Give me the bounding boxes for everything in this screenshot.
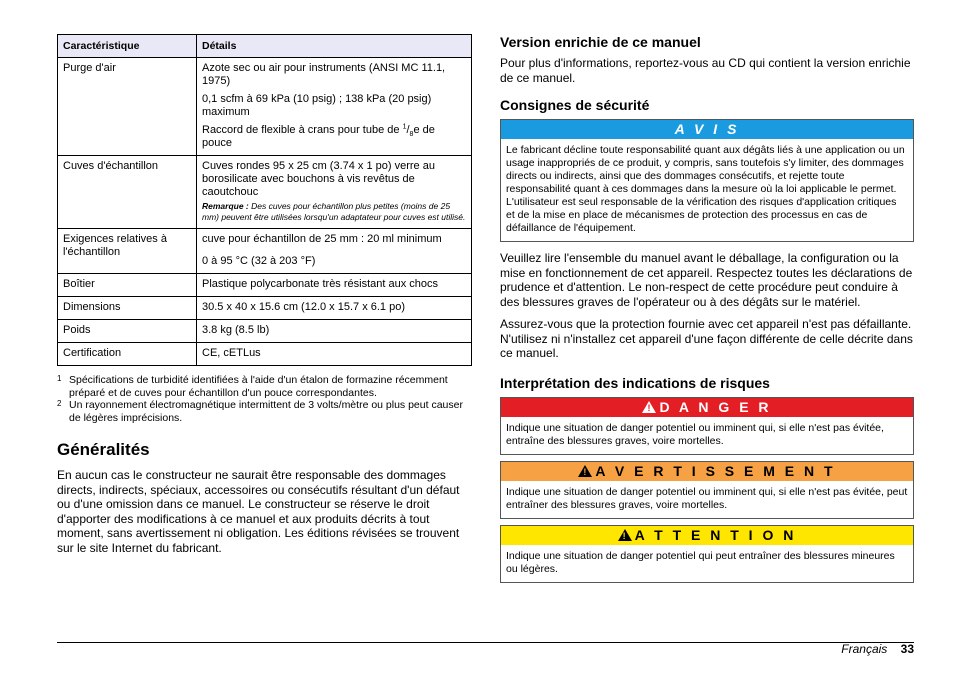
table-row — [58, 297, 472, 320]
page-footer — [841, 642, 914, 656]
section-title-generalites: Généralités — [57, 440, 150, 459]
row-details — [197, 156, 472, 229]
detail-line: Cuves rondes 95 x 25 cm (3.74 x 1 po) verre au borosilicate avec bouchons à vis revêtus de caoutchouc — [202, 160, 435, 198]
notice-text: Le fabricant décline toute responsabilité quant aux dégâts liés à une application ou un usage inappropriés de ce produit, y compris, sans toutefois s'y limiter, des dommages directs ou indirects, ainsi que des dommages consécutifs, et rejette toute responsabilité quant à ces dommages dans la mesure où la loi applicable le permet. L'utilisateur est seul responsable de la vérification des risques d'application critiques et de la mise en place de mécanismes de protection des processus en cas de défaillance de l'équipement. — [506, 144, 905, 234]
row-label: Cuves d'échantillon — [58, 156, 197, 229]
danger-title: ! D A N G E R — [501, 398, 913, 417]
footnotes — [57, 374, 472, 424]
footer-language: Français — [841, 642, 888, 656]
page-number: 33 — [900, 642, 914, 656]
table-row — [58, 58, 472, 156]
caution-box — [500, 525, 914, 583]
detail-line: Raccord de flexible à crans pour tube de $^1/_8e$ de pouce — [202, 123, 435, 149]
caution-text: Indique une situation de danger potentiel qui peut entraîner des blessures mineures ou légères. — [506, 549, 895, 575]
row-label: Dimensions — [58, 297, 197, 320]
table-note: Remarque : Des cuves pour échantillon plus petites (moins de 25 mm) peuvent être utilisées lorsqu'un adaptateur pour cuves est utilisé. — [202, 201, 466, 222]
caution-title: ! A T T E N T I O N — [501, 526, 913, 545]
header-characteristic: Caractéristique — [58, 35, 197, 58]
row-label: Certification — [58, 343, 197, 366]
row-label: Poids — [58, 320, 197, 343]
section-title-risques: Interprétation des indications de risques — [500, 374, 770, 391]
warning-text: Indique une situation de danger potentiel ou imminent qui, si elle n'est pas évitée, peut entraîner des blessures graves, voire mortelles. — [506, 485, 908, 511]
table-row — [58, 274, 472, 297]
row-label: Purge d'air — [58, 58, 197, 156]
notice-box — [500, 119, 914, 242]
warning-triangle-icon: ! — [618, 529, 632, 541]
table-row — [58, 229, 472, 274]
table-row — [58, 156, 472, 229]
row-details — [197, 58, 472, 156]
notice-title: A V I S — [501, 120, 913, 139]
left-column — [57, 34, 472, 563]
detail-line: cuve pour échantillon de 25 mm : 20 ml minimum — [202, 233, 442, 245]
warning-box — [500, 461, 914, 519]
row-value: 3.8 kg (8.5 lb) — [197, 320, 472, 343]
detail-line: 0,1 scfm à 69 kPa (10 psig) ; 138 kPa (20 psig) maximum — [202, 93, 432, 118]
safety-paragraph: Assurez-vous que la protection fournie avec cet appareil n'est pas défaillante. N'utilisez ni n'installez cet appareil d'une façon différente de celle décrite dans ce manuel. — [500, 317, 913, 360]
table-row — [58, 320, 472, 343]
header-details: Détails — [197, 35, 472, 58]
section-title-securite: Consignes de sécurité — [500, 97, 650, 113]
footer-divider — [57, 642, 914, 643]
table-row — [58, 343, 472, 366]
warning-title: ! A V E R T I S S E M E N T — [501, 462, 913, 481]
warning-triangle-icon: ! — [642, 401, 656, 413]
detail-line: 0 à 95 °C (32 à 203 °F) — [202, 255, 316, 267]
version-text: Pour plus d'informations, reportez-vous au CD qui contient la version enrichie de ce manuel. — [500, 56, 911, 85]
row-value: Plastique polycarbonate très résistant aux chocs — [197, 274, 472, 297]
row-details — [197, 229, 472, 274]
footnote: 2 Un rayonnement électromagnétique intermittent de 3 volts/mètre ou plus peut causer de légères imprécisions. — [57, 399, 463, 424]
right-column — [500, 34, 914, 589]
warning-triangle-icon: ! — [578, 465, 592, 477]
row-value: 30.5 x 40 x 15.6 cm (12.0 x 15.7 x 6.1 po) — [197, 297, 472, 320]
safety-paragraph: Veuillez lire l'ensemble du manuel avant le déballage, la configuration ou la mise en fonctionnement de cet appareil. Respectez toutes les déclarations de prudence et d'attention. Le non-respect de cette procédure peut conduire à des blessures graves de l'opérateur ou à des dégâts sur le matériel. — [500, 251, 913, 309]
danger-text: Indique une situation de danger potentiel ou imminent qui, si elle n'est pas évitée, entraîne des blessures graves, voire mortelles. — [506, 421, 884, 447]
detail-line: Azote sec ou air pour instruments (ANSI MC 11.1, 1975) — [202, 62, 446, 87]
row-label: Boîtier — [58, 274, 197, 297]
row-label: Exigences relatives à l'échantillon — [58, 229, 197, 274]
spec-table — [57, 34, 472, 366]
footnote: 1 Spécifications de turbidité identifiées à l'aide d'un étalon de formazine récemment préparé et de cuves pour échantillon d'un pouce correspondantes. — [57, 374, 448, 399]
section-title-version: Version enrichie de ce manuel — [500, 34, 701, 50]
table-header-row — [58, 35, 472, 58]
danger-box — [500, 397, 914, 455]
row-value: CE, cETLus — [197, 343, 472, 366]
generalites-text: En aucun cas le constructeur ne saurait être responsable des dommages directs, indirects, spéciaux, accessoires ou consécutifs résultant d'un défaut ou d'une omission dans ce manuel. Le constructeur se réserve le droit d'apporter des modifications à ce manuel et aux produits décrits à tout moment, sans avertissement ni obligation. Les éditions révisées se trouvent sur le site Internet du fabricant. — [57, 468, 460, 555]
